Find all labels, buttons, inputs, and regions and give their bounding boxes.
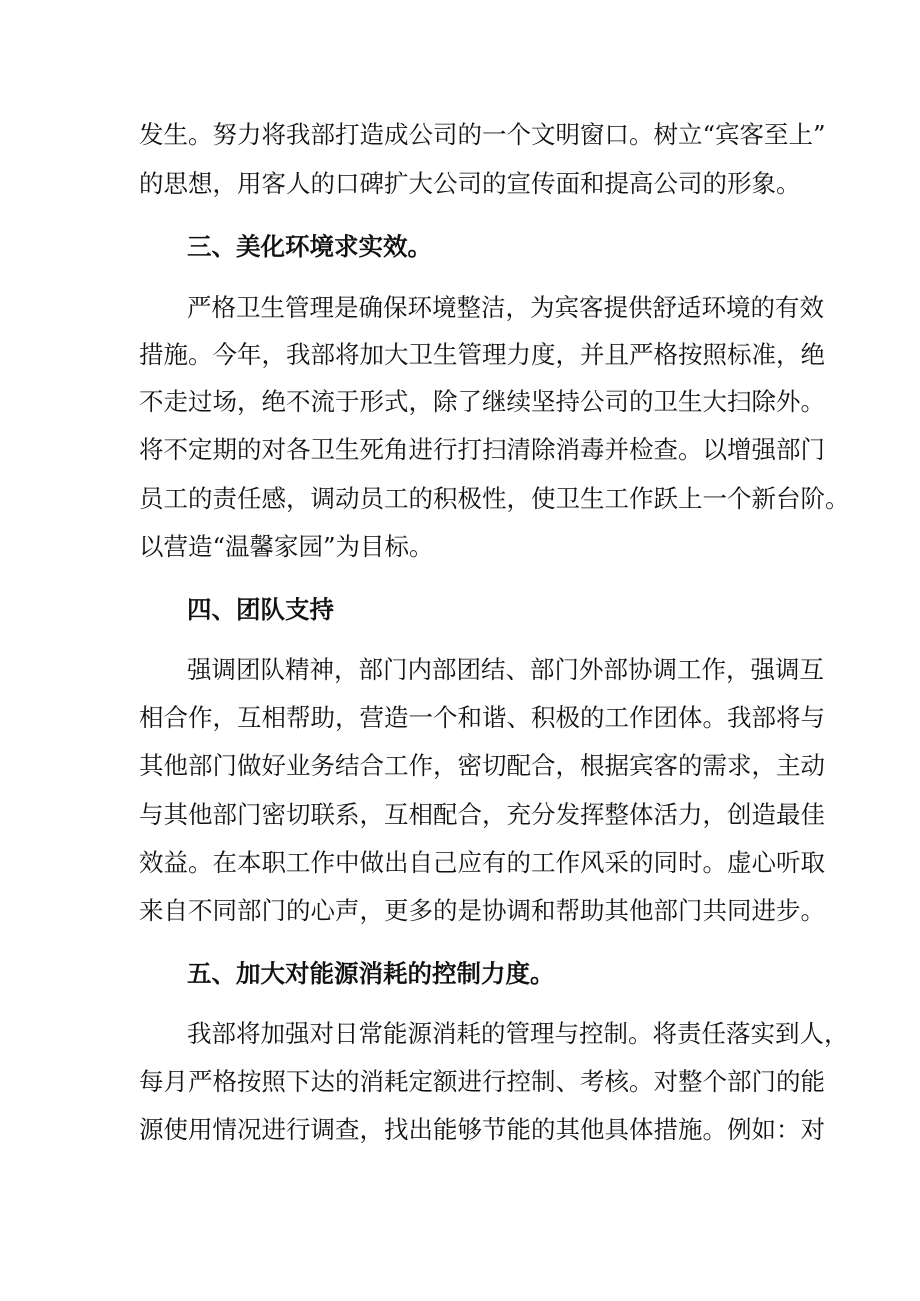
- line-text: 每月严格按照下达的消耗定额进行控制、考核。对整个部门的能: [139, 1067, 825, 1096]
- line-text: 以营造“温馨家园”为目标。: [139, 532, 434, 561]
- heading-text: 三、美化环境求实效。: [187, 232, 432, 261]
- section-heading: [0, 229, 920, 265]
- line-text: 发生。努力将我部打造成公司的一个文明窗口。树立“宾客至上”: [139, 120, 826, 149]
- line-text: 措施。今年，我部将加大卫生管理力度，并且严格按照标准，绝: [139, 340, 825, 369]
- paragraph-line: [0, 1112, 920, 1148]
- paragraph-line: [0, 1064, 920, 1100]
- line-text: 我部将加强对日常能源消耗的管理与控制。将责任落实到人，: [187, 1019, 849, 1048]
- section-heading: [0, 592, 920, 628]
- line-text: 相合作，互相帮助，营造一个和谐、积极的工作团体。我部将与: [139, 703, 825, 732]
- paragraph-line: [0, 797, 920, 833]
- section-heading: [0, 956, 920, 992]
- paragraph-line: [0, 893, 920, 929]
- line-text: 的思想，用客人的口碑扩大公司的宣传面和提高公司的形象。: [139, 169, 801, 198]
- heading-text: 四、团队支持: [187, 595, 334, 624]
- paragraph-line: [0, 529, 920, 565]
- paragraph-line: [0, 1016, 920, 1052]
- line-text: 员工的责任感，调动员工的积极性，使卫生工作跃上一个新台阶。: [139, 484, 850, 513]
- line-text: 来自不同部门的心声，更多的是协调和帮助其他部门共同进步。: [139, 896, 825, 925]
- paragraph-line: [0, 432, 920, 468]
- paragraph-line: [0, 337, 920, 373]
- paragraph-line: [0, 117, 920, 153]
- paragraph-line: [0, 290, 920, 326]
- paragraph-line: [0, 166, 920, 202]
- paragraph-line: [0, 700, 920, 736]
- line-text: 将不定期的对各卫生死角进行打扫清除消毒并检查。以增强部门: [139, 435, 825, 464]
- paragraph-line: [0, 748, 920, 784]
- line-text: 源使用情况进行调查，找出能够节能的其他具体措施。例如：对: [139, 1115, 825, 1144]
- line-text: 严格卫生管理是确保环境整洁，为宾客提供舒适环境的有效: [187, 293, 824, 322]
- line-text: 强调团队精神，部门内部团结、部门外部协调工作，强调互: [187, 655, 824, 684]
- line-text: 效益。在本职工作中做出自己应有的工作风采的同时。虚心听取: [139, 848, 825, 877]
- line-text: 与其他部门密切联系，互相配合，充分发挥整体活力，创造最佳: [139, 800, 825, 829]
- paragraph-line: [0, 384, 920, 420]
- heading-text: 五、加大对能源消耗的控制力度。: [187, 959, 555, 988]
- paragraph-line: [0, 652, 920, 688]
- paragraph-line: [0, 845, 920, 881]
- line-text: 不走过场，绝不流于形式，除了继续坚持公司的卫生大扫除外。: [139, 387, 825, 416]
- line-text: 其他部门做好业务结合工作，密切配合，根据宾客的需求，主动: [139, 751, 825, 780]
- paragraph-line: [0, 481, 920, 517]
